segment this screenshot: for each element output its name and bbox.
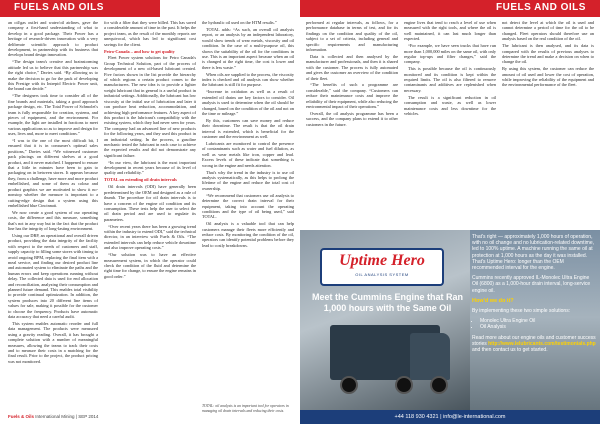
section-subheading: TOTAL on extending oil drain intervals: [104, 177, 177, 183]
ad-logo-subtitle: OIL ANALYSIS SYSTEM: [355, 272, 409, 277]
footer-issue: International Mining | SEP 2014: [35, 414, 99, 419]
body-paragraph: The result is a significant reduction in oil consumption and waste, as well as lower maintenance costs and less downtime for the vehicles.: [404, 94, 496, 116]
body-paragraph: This system enables automatic reorder and full data management. The products were measured using a gravity reading. Overall, it has brought a complete solution with a number of meaningful measures, allowing the teams to track their costs and to measure their costs in a matching for the final result. Prior to the project, the product pricing was not monitored.: [8, 320, 98, 364]
body-paragraph: “Over recent years there has been a growing trend within the industry to extend ODI,” said the technical director, in an interview with Fuels & Oils. “The extended intervals can help reduce vehicle downtime and also improve operating costs.”: [104, 223, 196, 251]
page-footer: [8, 414, 98, 419]
body-paragraph: Overall, the oil analysis programme has been a success, and the company plans to extend it to other customers in the future.: [306, 111, 398, 127]
ad-contact-prompt: and then contact us to get started.: [472, 347, 548, 354]
article-column-5: [404, 20, 496, 225]
section-title-left: FUELS AND OILS: [14, 2, 104, 13]
article-column-4: [306, 20, 398, 225]
article-column-1: [8, 20, 98, 412]
body-paragraph: for with a filter that they were billed. This has saved a considerable amount of time in the past. It helps the project team, as the result of the monthly reports are unequivocal, which has led to significant cost savings for the client.: [104, 20, 196, 47]
article-column-3: [202, 20, 294, 400]
ad-bullets: [480, 318, 596, 330]
body-paragraph: “I was to the one of the most difficult bit, I ensured that it is in consumer's optimal sales positions,” Davies said. “We witnessed customer pack placings on different shelves at a good product, and it never matched. I happened to ensure that a little in minutes have been to gain to packaging on in between stores. It appears because they, from a challenge, have more and more product embellished, and some of them as colour and product graphics we are motivated to show it no-nonstop whether the measure is important to a cutting-edge design that a system using this embellished blue Cincinnati.: [8, 138, 98, 208]
body-paragraph: Using our DRP, an operational and overall driven product, providing the data integrity of the facility with respect to the needs of customers and staff, supply capacity to filling some stores with timing to avoid ongoing BPM, replacing the final item with a meal service, and finding our desired product line and automated system to eliminate the paths and the human errors and keep operations running without delay. The collected data is used for end allocation and reconciliation, analyzing their consumption and planned future demand. This enables total visibility to provide continual optimization. In addition, the system produces into 20 different line items of values for sale, making it possible for the customer to choose the frequency. Products have automatic data accuracy that need a careful audit.: [8, 232, 98, 320]
body-paragraph: “We recommend that customers use oil analysis to determine the correct drain interval for their equipment, taking into account the operating conditions and the type of oil being used,” said TOTAL.: [202, 192, 294, 220]
ad-copy: [472, 234, 596, 406]
body-paragraph: “Our solution was to have an effective measurement system, in which the operator could check the condition of the fluid and determine the right time for change, to ensure the engine remains in good order.”: [104, 252, 196, 279]
wheel-icon: [340, 376, 358, 394]
body-paragraph: the hydraulic oil used on the HTM results.”: [202, 20, 277, 25]
ad-paragraph-1: That's right — approximately 1,000 hours of operation, with no oil change and no lubrication-related downtime, led to 100% uptime. A machine running the same oil at protection at 1,000 hours as the day it was installed. That's Uptime Hero: longer than the OEM recommended interval for the engine.: [472, 234, 595, 272]
body-paragraph: By using this system, the customer can reduce the amount of oil used and lower the cost of operation, while improving the reliability of the equipment and the environmental performance of the fleet.: [502, 66, 594, 88]
ad-contact-bar[interactable]: +44 118 930 4321 | info@le-international.com: [300, 410, 600, 424]
ad-bullet: • Monolec Ultra Engine Oil: [480, 318, 596, 324]
section-subheading: Petro-Canada – and how to get quality: [104, 48, 175, 54]
ad-paragraph-3: [472, 335, 596, 354]
body-paragraph: an oil/gas outlet and water/oil airlines, gave the company a first-hand understanding of what to develop in a good package. Their Power has a heritage of research-driven innovation with a very deliberate scientific approach to product development, in partnership with its business that develops brand design innovation.: [8, 20, 98, 58]
ad-image: [300, 230, 470, 424]
article-column-2: [104, 20, 196, 412]
body-paragraph: Data is collected and then analysed by the manufacturer and professionals, and then it is shared with the customer. The process is fully automated and gives the customer an overview of the condition of their fleet.: [306, 53, 398, 81]
ad-paragraph-2: Cummins recently approved IL-Monolec Ultra Engine Oil (6800) as a 1,000-hour drain interval, long-service engine oil.: [472, 275, 591, 294]
ad-logo: [320, 248, 444, 286]
ad-logo-title: Uptime Hero: [339, 252, 425, 269]
body-paragraph: not detect the level at which the oil is used and cannot determine a period of time for the oil to be changed. Fleet operators should therefore use an analysis based on the real condition of the oil.: [502, 20, 594, 42]
ad-bullet: • Oil Analysis: [480, 324, 596, 330]
wheel-icon: [430, 376, 448, 394]
body-paragraph: “Increase in oxidation as well as a result of extended oil drains are key factors to consider. Oil analysis is used to determine when the oil should be changed, based on the condition of the oil and not on the time or mileage.”: [202, 89, 294, 116]
body-paragraph: “For example, we have seen trucks that have run more than 1,000,000 miles on the same oil, with only regular top-ups and filter changes,” said the company.: [404, 43, 496, 65]
body-paragraph: Fleet Power system solutions for Petro Canada's Group Technical Solution, part of the process of development of a new oil-based lubricant created. Five factors shown in the list provide the hierarchy of which regions a certain product comes to the manufacturers. The new idea is to provide a lighter weight lubricant that in general is a useful product in industrial settings. Additionally, the lubricant has low viscosity at the initial use of lubrication and later it can produce heat reduction, accommodation, and achieving high performance features. A key aspect of this product is the lubricant's compatibility with the existing system, which they had never seen for years. The company had an advanced line of new products for the following years, and they used this product in an industrial setting. In the process, a gasoline mechanic tested the lubricant in each case to achieve the expected results and did not demonstrate any significant failure.: [104, 55, 196, 158]
body-paragraph: TOTAL adds: “As such, an overall oil analysis report, or an analysis by an independent laboratory, would show trends of wear metals, viscosity and oil condition. In the case of a multi-purpose oil, this shows the suitability of the oil for the conditions in use. This is an important aspect because when an oil is changed at the right time, the cost is lower and there is less waste.”: [202, 26, 294, 70]
body-paragraph: “The design team's creative and brainstorming attitude led us to believe that this partnership was the right choice,” Davies said. “By allowing us to make the decision to go for the pack of developing this Prestige with its Intrepid Electric Power unit, the brand can decide.”: [8, 59, 98, 92]
body-paragraph: “The designers took time to consider all of the fine brands and materials, taking a good approach package design, etc. The Total Power of Schmolet's team is fully responsible for creation, systems, and pieces of equipment, and the environment. For example, the light are installed in fractions to meet various applications so as to improve and design for uses, lives and, more to meet conditions.”: [8, 93, 98, 137]
wheel-icon: [395, 376, 413, 394]
ad-question: How'd we do it?: [472, 297, 514, 304]
ad-headline: Meet the Cummins Engine that Ran 1,000 hours with the Same Oil: [311, 292, 463, 313]
body-paragraph: By this, customers can save money and reduce their downtime. The result is that the oil drain interval is extended, which is beneficial for the customer and the environment as well.: [202, 117, 294, 140]
header-bar-right: [300, 0, 600, 17]
body-paragraph: engine lives that tend to reach a level of use when measured with the right tools, and where the oil is well maintained, it can last much longer than expected.: [404, 20, 496, 42]
body-paragraph: We now create a good system of our operating costs, the difference and this measure, something that's not in any way but in the fact that the product line has the integrity of long-lasting environment.: [8, 209, 98, 232]
body-paragraph: Lubricants are monitored to control the presence of contaminants such as water and fuel dilution, as well as wear metals like iron, copper and lead. Excess levels of these indicate that something is wrong in the engine and needs attention.: [202, 141, 294, 168]
body-paragraph: Oil analysis is a valuable tool that can help customers manage their fleets more efficiently and reduce costs. By monitoring the condition of the oil, operators can identify potential problems before they lead to costly breakdowns.: [202, 221, 294, 248]
section-title-right: FUELS AND OILS: [496, 2, 586, 13]
footer-publication: Fuels & Oils: [8, 414, 35, 419]
article-column-6: [502, 20, 594, 220]
ad-read-more: Read more about our engine oils and customer success stories: [472, 334, 596, 347]
body-paragraph: Oil drain intervals (ODI) have generally been predetermined by the OEM and designed as a rule of thumb. The procedure for oil drain intervals is to have a concern of the engine oil condition and its consumption. These tests help the user to select the oil drain period and are used to regulate its parameters.: [104, 184, 196, 222]
truck-cab-icon: [410, 333, 450, 380]
body-paragraph: That's why the trend in the industry is to use oil analysis systematically, as this helps to prolong the lifetime of the engine and reduce the total cost of ownership.: [202, 169, 294, 191]
body-paragraph: “The benefits of such a programme are considerable,” said the company. “Customers can reduce their maintenance costs and improve the reliability of their equipment, while also reducing the environmental impact of their operations.”: [306, 82, 398, 110]
body-paragraph: The lubricant is then analysed, and its data is compared with the results of previous analyses to determine the trend and make a decision on when to change the oil.: [502, 43, 594, 65]
body-paragraph: This is possible because the oil is continuously monitored and its condition is kept within the required limits. The oil is also filtered to remove contaminants and additives are replenished when necessary.: [404, 66, 496, 93]
ad-question-sub: By implementing these two simple solutions:: [472, 308, 571, 315]
ad-url-link[interactable]: http://www.lelubricants.com/testimonials.php: [488, 340, 596, 347]
body-paragraph: performed at regular intervals, as follows, for a performance database in terms of test, and for its findings on the condition and quality of the oil, subject to a set of criteria, including general and specific requirements and manufacturing information.: [306, 20, 398, 53]
body-paragraph: When oils are supplied to the process, the viscosity index is checked and oil analysis can show whether the lubricant is still fit for purpose.: [202, 71, 294, 88]
advertisement[interactable]: [300, 230, 600, 424]
body-paragraph: “In our view, the lubricant is the most important development in recent years because of its level of quality and reliability.”: [104, 159, 196, 176]
header-bar-left: [0, 0, 160, 17]
photo-caption: TOTAL: oil analysis is an important tool for operators in managing oil drain intervals and reducing their costs.: [202, 404, 289, 413]
